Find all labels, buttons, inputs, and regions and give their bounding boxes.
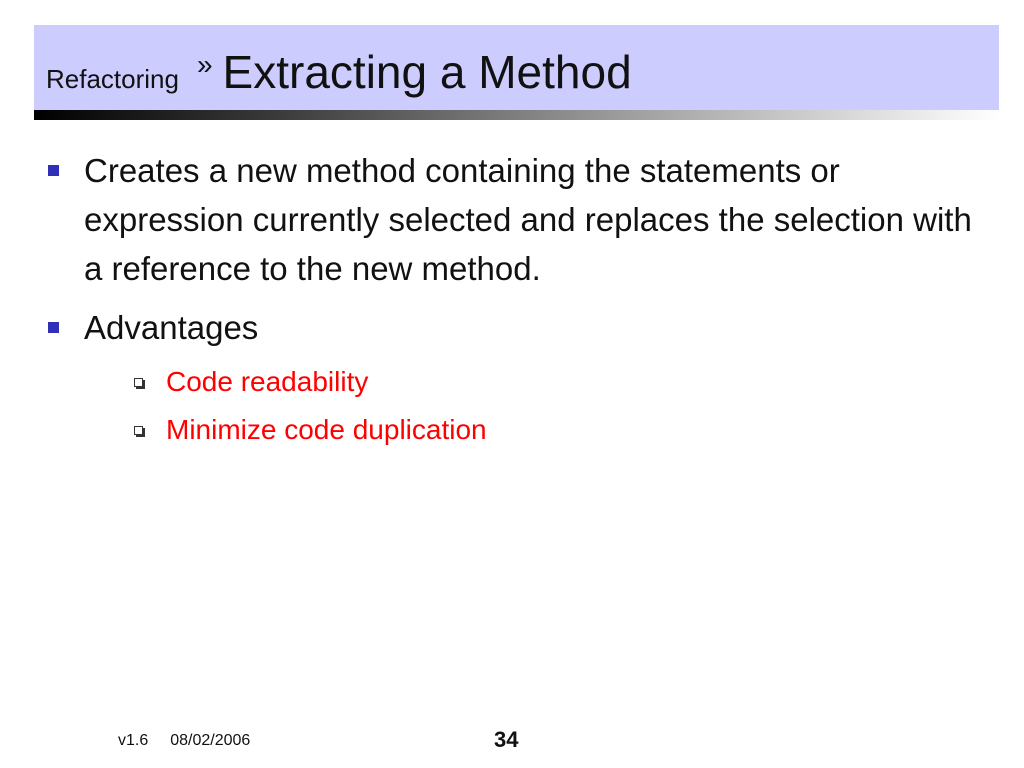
sub-bullet-item — [132, 406, 976, 454]
footer-version: v1.6 — [118, 732, 149, 749]
square-bullet-icon — [48, 322, 59, 333]
sub-bullet-item — [132, 358, 976, 406]
sub-bullet-text: Minimize code duplication — [166, 414, 487, 445]
sub-bullet-text: Code readability — [166, 366, 369, 397]
title-underline-gradient — [34, 110, 999, 120]
title-prefix: Refactoring — [46, 64, 179, 94]
bullet-text: Advantages — [84, 309, 259, 346]
bullet-item — [46, 303, 976, 454]
square-bullet-icon — [48, 165, 59, 176]
bullet-item — [46, 146, 976, 293]
sub-bullet-list — [84, 358, 976, 454]
bullet-text: Creates a new method containing the statements or expression currently selected and replaces the selection with a reference to the new method. — [84, 152, 972, 287]
page-number: 34 — [494, 727, 519, 752]
slide-title — [46, 45, 632, 99]
hollow-square-bullet-icon — [134, 378, 143, 387]
footer-date: 08/02/2006 — [170, 732, 251, 749]
footer-info — [118, 732, 250, 750]
title-separator: » — [196, 49, 213, 80]
title-main: Extracting a Method — [222, 46, 632, 98]
slide-content — [46, 146, 976, 454]
hollow-square-bullet-icon — [134, 426, 143, 435]
